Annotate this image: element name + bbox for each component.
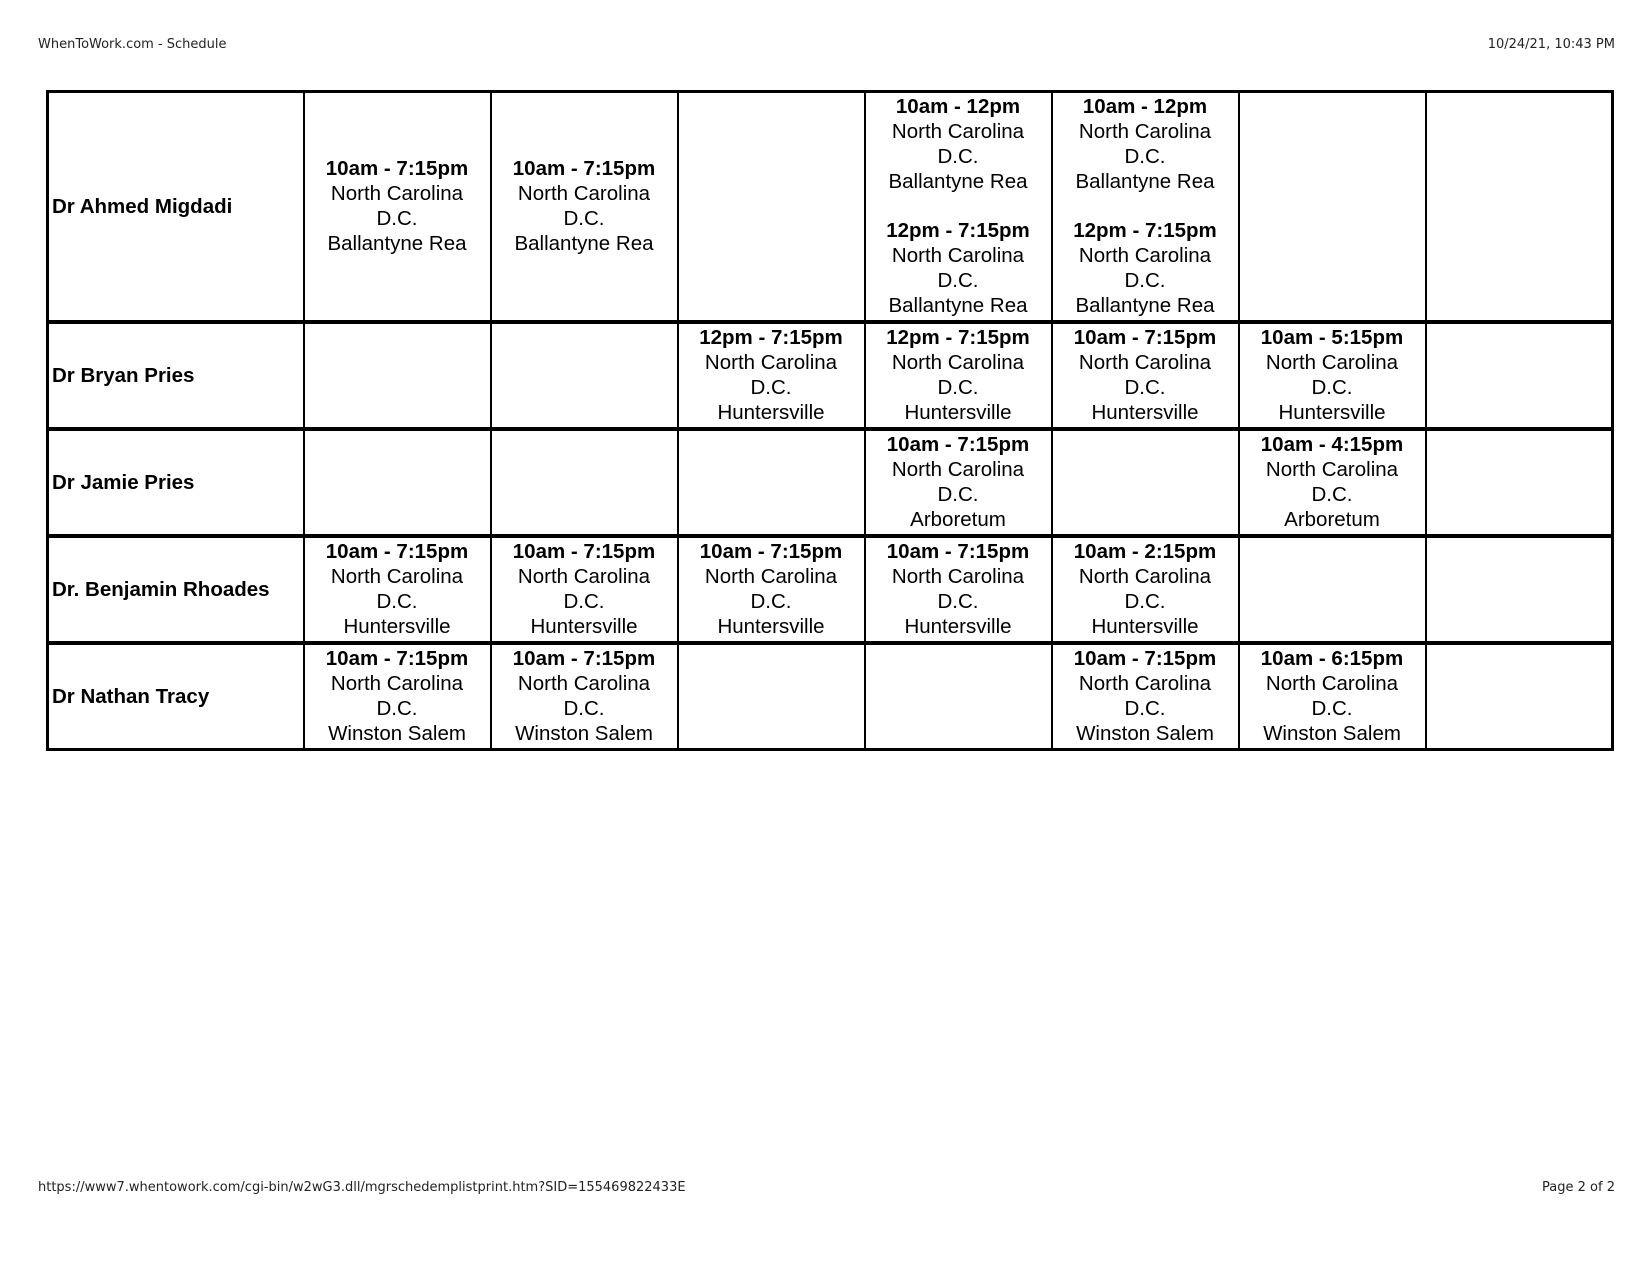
shift-time: 12pm - 7:15pm bbox=[699, 326, 843, 349]
shift-location-line: Winston Salem bbox=[515, 722, 653, 746]
shift-block bbox=[305, 646, 490, 746]
shift-location-line: North Carolina bbox=[1265, 672, 1399, 696]
shift-location-line: D.C. bbox=[1124, 590, 1166, 613]
shift-location-line: North Carolina bbox=[891, 120, 1025, 144]
shift-location-line: D.C. bbox=[750, 376, 792, 399]
shift-location-line: D.C. bbox=[937, 483, 979, 506]
shift-location-line: North Carolina bbox=[330, 672, 464, 696]
shift-location-line: Huntersville bbox=[904, 615, 1012, 638]
shift-location-line: North Carolina bbox=[891, 565, 1025, 588]
shift-location-line: North Carolina bbox=[1078, 120, 1212, 144]
shift-time: 10am - 2:15pm bbox=[1073, 540, 1217, 563]
schedule-day-cell bbox=[1426, 643, 1613, 750]
shift-location-line: D.C. bbox=[563, 590, 605, 613]
schedule-day-cell bbox=[1052, 643, 1239, 750]
shift-time: 10am - 7:15pm bbox=[325, 540, 469, 563]
employee-row bbox=[48, 643, 1613, 750]
shift-block bbox=[1053, 539, 1238, 639]
shift-location-line: Huntersville bbox=[1091, 615, 1199, 638]
shift-block bbox=[492, 646, 677, 746]
shift-location-line: D.C. bbox=[563, 207, 605, 231]
employee-row bbox=[48, 92, 1613, 322]
schedule-day-cell bbox=[304, 536, 491, 643]
shift-location-line: D.C. bbox=[1124, 697, 1166, 721]
schedule-day-cell bbox=[1052, 429, 1239, 536]
shift-location-line: North Carolina bbox=[517, 182, 651, 206]
shift-location-line: North Carolina bbox=[891, 351, 1025, 374]
schedule-day-cell bbox=[304, 322, 491, 429]
shift-location-line: D.C. bbox=[1311, 697, 1353, 721]
shift-location-line: D.C. bbox=[1311, 483, 1353, 506]
shift-time: 10am - 5:15pm bbox=[1260, 326, 1404, 349]
shift-location-line: Huntersville bbox=[904, 401, 1012, 424]
shift-time: 10am - 7:15pm bbox=[325, 157, 469, 181]
schedule-day-cell bbox=[491, 536, 678, 643]
shift-location-line: D.C. bbox=[937, 269, 979, 293]
shift-location-line: D.C. bbox=[1124, 145, 1166, 169]
shift-time: 10am - 7:15pm bbox=[512, 540, 656, 563]
schedule-day-cell bbox=[1052, 92, 1239, 322]
shift-block bbox=[1053, 94, 1238, 194]
shift-location-line: D.C. bbox=[937, 145, 979, 169]
shift-location-line: Ballantyne Rea bbox=[514, 232, 654, 256]
schedule-day-cell bbox=[491, 429, 678, 536]
shift-location-line: Ballantyne Rea bbox=[888, 170, 1028, 194]
shift-location-line: D.C. bbox=[376, 207, 418, 231]
shift-block bbox=[1240, 325, 1425, 425]
schedule-day-cell bbox=[1239, 92, 1426, 322]
shift-time: 10am - 7:15pm bbox=[699, 540, 843, 563]
schedule-day-cell bbox=[678, 536, 865, 643]
shift-block bbox=[866, 432, 1051, 532]
shift-location-line: Huntersville bbox=[1278, 401, 1386, 424]
shift-location-line: Arboretum bbox=[1284, 508, 1380, 531]
shift-location-line: North Carolina bbox=[891, 244, 1025, 268]
shift-location-line: D.C. bbox=[1124, 376, 1166, 399]
shift-block bbox=[866, 325, 1051, 425]
shift-block bbox=[866, 218, 1051, 318]
shift-block bbox=[492, 539, 677, 639]
shift-location-line: D.C. bbox=[563, 697, 605, 721]
employee-name: Dr Nathan Tracy bbox=[48, 643, 304, 750]
schedule-day-cell bbox=[1426, 429, 1613, 536]
shift-location-line: North Carolina bbox=[704, 351, 838, 374]
shift-location-line: Ballantyne Rea bbox=[327, 232, 467, 256]
shift-time: 10am - 6:15pm bbox=[1260, 647, 1404, 671]
shift-location-line: Winston Salem bbox=[1263, 722, 1401, 746]
shift-time: 12pm - 7:15pm bbox=[1073, 219, 1217, 243]
schedule-day-cell bbox=[1052, 322, 1239, 429]
schedule-body bbox=[48, 92, 1613, 750]
shift-location-line: Huntersville bbox=[717, 615, 825, 638]
schedule-day-cell bbox=[678, 643, 865, 750]
schedule-day-cell bbox=[1426, 322, 1613, 429]
employee-name: Dr. Benjamin Rhoades bbox=[48, 536, 304, 643]
shift-location-line: North Carolina bbox=[1078, 244, 1212, 268]
shift-location-line: Huntersville bbox=[1091, 401, 1199, 424]
shift-time: 10am - 7:15pm bbox=[512, 647, 656, 671]
shift-block bbox=[492, 156, 677, 256]
schedule-day-cell bbox=[1426, 536, 1613, 643]
shift-location-line: North Carolina bbox=[704, 565, 838, 588]
shift-location-line: North Carolina bbox=[330, 565, 464, 588]
shift-location-line: D.C. bbox=[1311, 376, 1353, 399]
shift-time: 10am - 7:15pm bbox=[886, 540, 1030, 563]
employee-row bbox=[48, 429, 1613, 536]
shift-block bbox=[305, 156, 490, 256]
shift-location-line: North Carolina bbox=[1078, 565, 1212, 588]
shift-location-line: D.C. bbox=[750, 590, 792, 613]
shift-block bbox=[1240, 432, 1425, 532]
shift-location-line: D.C. bbox=[1124, 269, 1166, 293]
shift-block bbox=[1240, 646, 1425, 746]
shift-location-line: D.C. bbox=[937, 376, 979, 399]
schedule-day-cell bbox=[865, 536, 1052, 643]
schedule-day-cell bbox=[865, 643, 1052, 750]
employee-name: Dr Bryan Pries bbox=[48, 322, 304, 429]
shift-location-line: North Carolina bbox=[1078, 672, 1212, 696]
schedule-day-cell bbox=[491, 322, 678, 429]
employee-name: Dr Jamie Pries bbox=[48, 429, 304, 536]
shift-block bbox=[866, 539, 1051, 639]
shift-time: 12pm - 7:15pm bbox=[886, 219, 1030, 243]
shift-block bbox=[1053, 218, 1238, 318]
shift-location-line: Huntersville bbox=[530, 615, 638, 638]
schedule-day-cell bbox=[678, 92, 865, 322]
shift-location-line: Ballantyne Rea bbox=[888, 294, 1028, 318]
schedule-day-cell bbox=[304, 92, 491, 322]
shift-time: 10am - 7:15pm bbox=[1073, 326, 1217, 349]
shift-time: 10am - 7:15pm bbox=[1073, 647, 1217, 671]
shift-location-line: North Carolina bbox=[1078, 351, 1212, 374]
shift-location-line: Ballantyne Rea bbox=[1075, 294, 1215, 318]
schedule-day-cell bbox=[1052, 536, 1239, 643]
shift-location-line: North Carolina bbox=[1265, 458, 1399, 481]
shift-block bbox=[1053, 646, 1238, 746]
shift-location-line: D.C. bbox=[376, 590, 418, 613]
schedule-day-cell bbox=[1239, 536, 1426, 643]
shift-location-line: Winston Salem bbox=[1076, 722, 1214, 746]
shift-location-line: Ballantyne Rea bbox=[1075, 170, 1215, 194]
shift-location-line: North Carolina bbox=[891, 458, 1025, 481]
shift-location-line: Huntersville bbox=[343, 615, 451, 638]
schedule-day-cell bbox=[678, 322, 865, 429]
shift-location-line: Huntersville bbox=[717, 401, 825, 424]
print-header-datetime: 10/24/21, 10:43 PM bbox=[1487, 37, 1615, 52]
schedule-day-cell bbox=[1239, 322, 1426, 429]
schedule-day-cell bbox=[491, 643, 678, 750]
shift-block bbox=[1053, 325, 1238, 425]
shift-location-line: D.C. bbox=[376, 697, 418, 721]
shift-block bbox=[866, 94, 1051, 194]
shift-location-line: North Carolina bbox=[1265, 351, 1399, 374]
shift-time: 10am - 12pm bbox=[1082, 95, 1208, 119]
schedule-day-cell bbox=[304, 429, 491, 536]
shift-location-line: Arboretum bbox=[910, 508, 1006, 531]
employee-row bbox=[48, 536, 1613, 643]
shift-time: 10am - 7:15pm bbox=[886, 433, 1030, 456]
schedule-day-cell bbox=[1239, 429, 1426, 536]
shift-block bbox=[679, 539, 864, 639]
employee-row bbox=[48, 322, 1613, 429]
employee-name: Dr Ahmed Migdadi bbox=[48, 92, 304, 322]
print-footer-page-number: Page 2 of 2 bbox=[1542, 1180, 1615, 1195]
shift-time: 10am - 4:15pm bbox=[1260, 433, 1404, 456]
print-footer-url: https://www7.whentowork.com/cgi-bin/w2wG3.dll/mgrschedemplistprint.htm?SID=155469822433E bbox=[38, 1180, 686, 1195]
schedule-day-cell bbox=[865, 92, 1052, 322]
schedule-day-cell bbox=[1239, 643, 1426, 750]
shift-block bbox=[679, 325, 864, 425]
shift-location-line: Winston Salem bbox=[328, 722, 466, 746]
shift-location-line: North Carolina bbox=[517, 565, 651, 588]
schedule-day-cell bbox=[865, 429, 1052, 536]
print-header-title: WhenToWork.com - Schedule bbox=[38, 37, 227, 52]
shift-time: 10am - 7:15pm bbox=[512, 157, 656, 181]
shift-location-line: North Carolina bbox=[330, 182, 464, 206]
schedule-table bbox=[46, 90, 1614, 751]
shift-location-line: D.C. bbox=[937, 590, 979, 613]
shift-time: 10am - 7:15pm bbox=[325, 647, 469, 671]
shift-time: 10am - 12pm bbox=[895, 95, 1021, 119]
schedule-day-cell bbox=[865, 322, 1052, 429]
schedule-day-cell bbox=[678, 429, 865, 536]
shift-time: 12pm - 7:15pm bbox=[886, 326, 1030, 349]
schedule-day-cell bbox=[304, 643, 491, 750]
schedule-day-cell bbox=[1426, 92, 1613, 322]
shift-location-line: North Carolina bbox=[517, 672, 651, 696]
shift-block bbox=[305, 539, 490, 639]
schedule-day-cell bbox=[491, 92, 678, 322]
